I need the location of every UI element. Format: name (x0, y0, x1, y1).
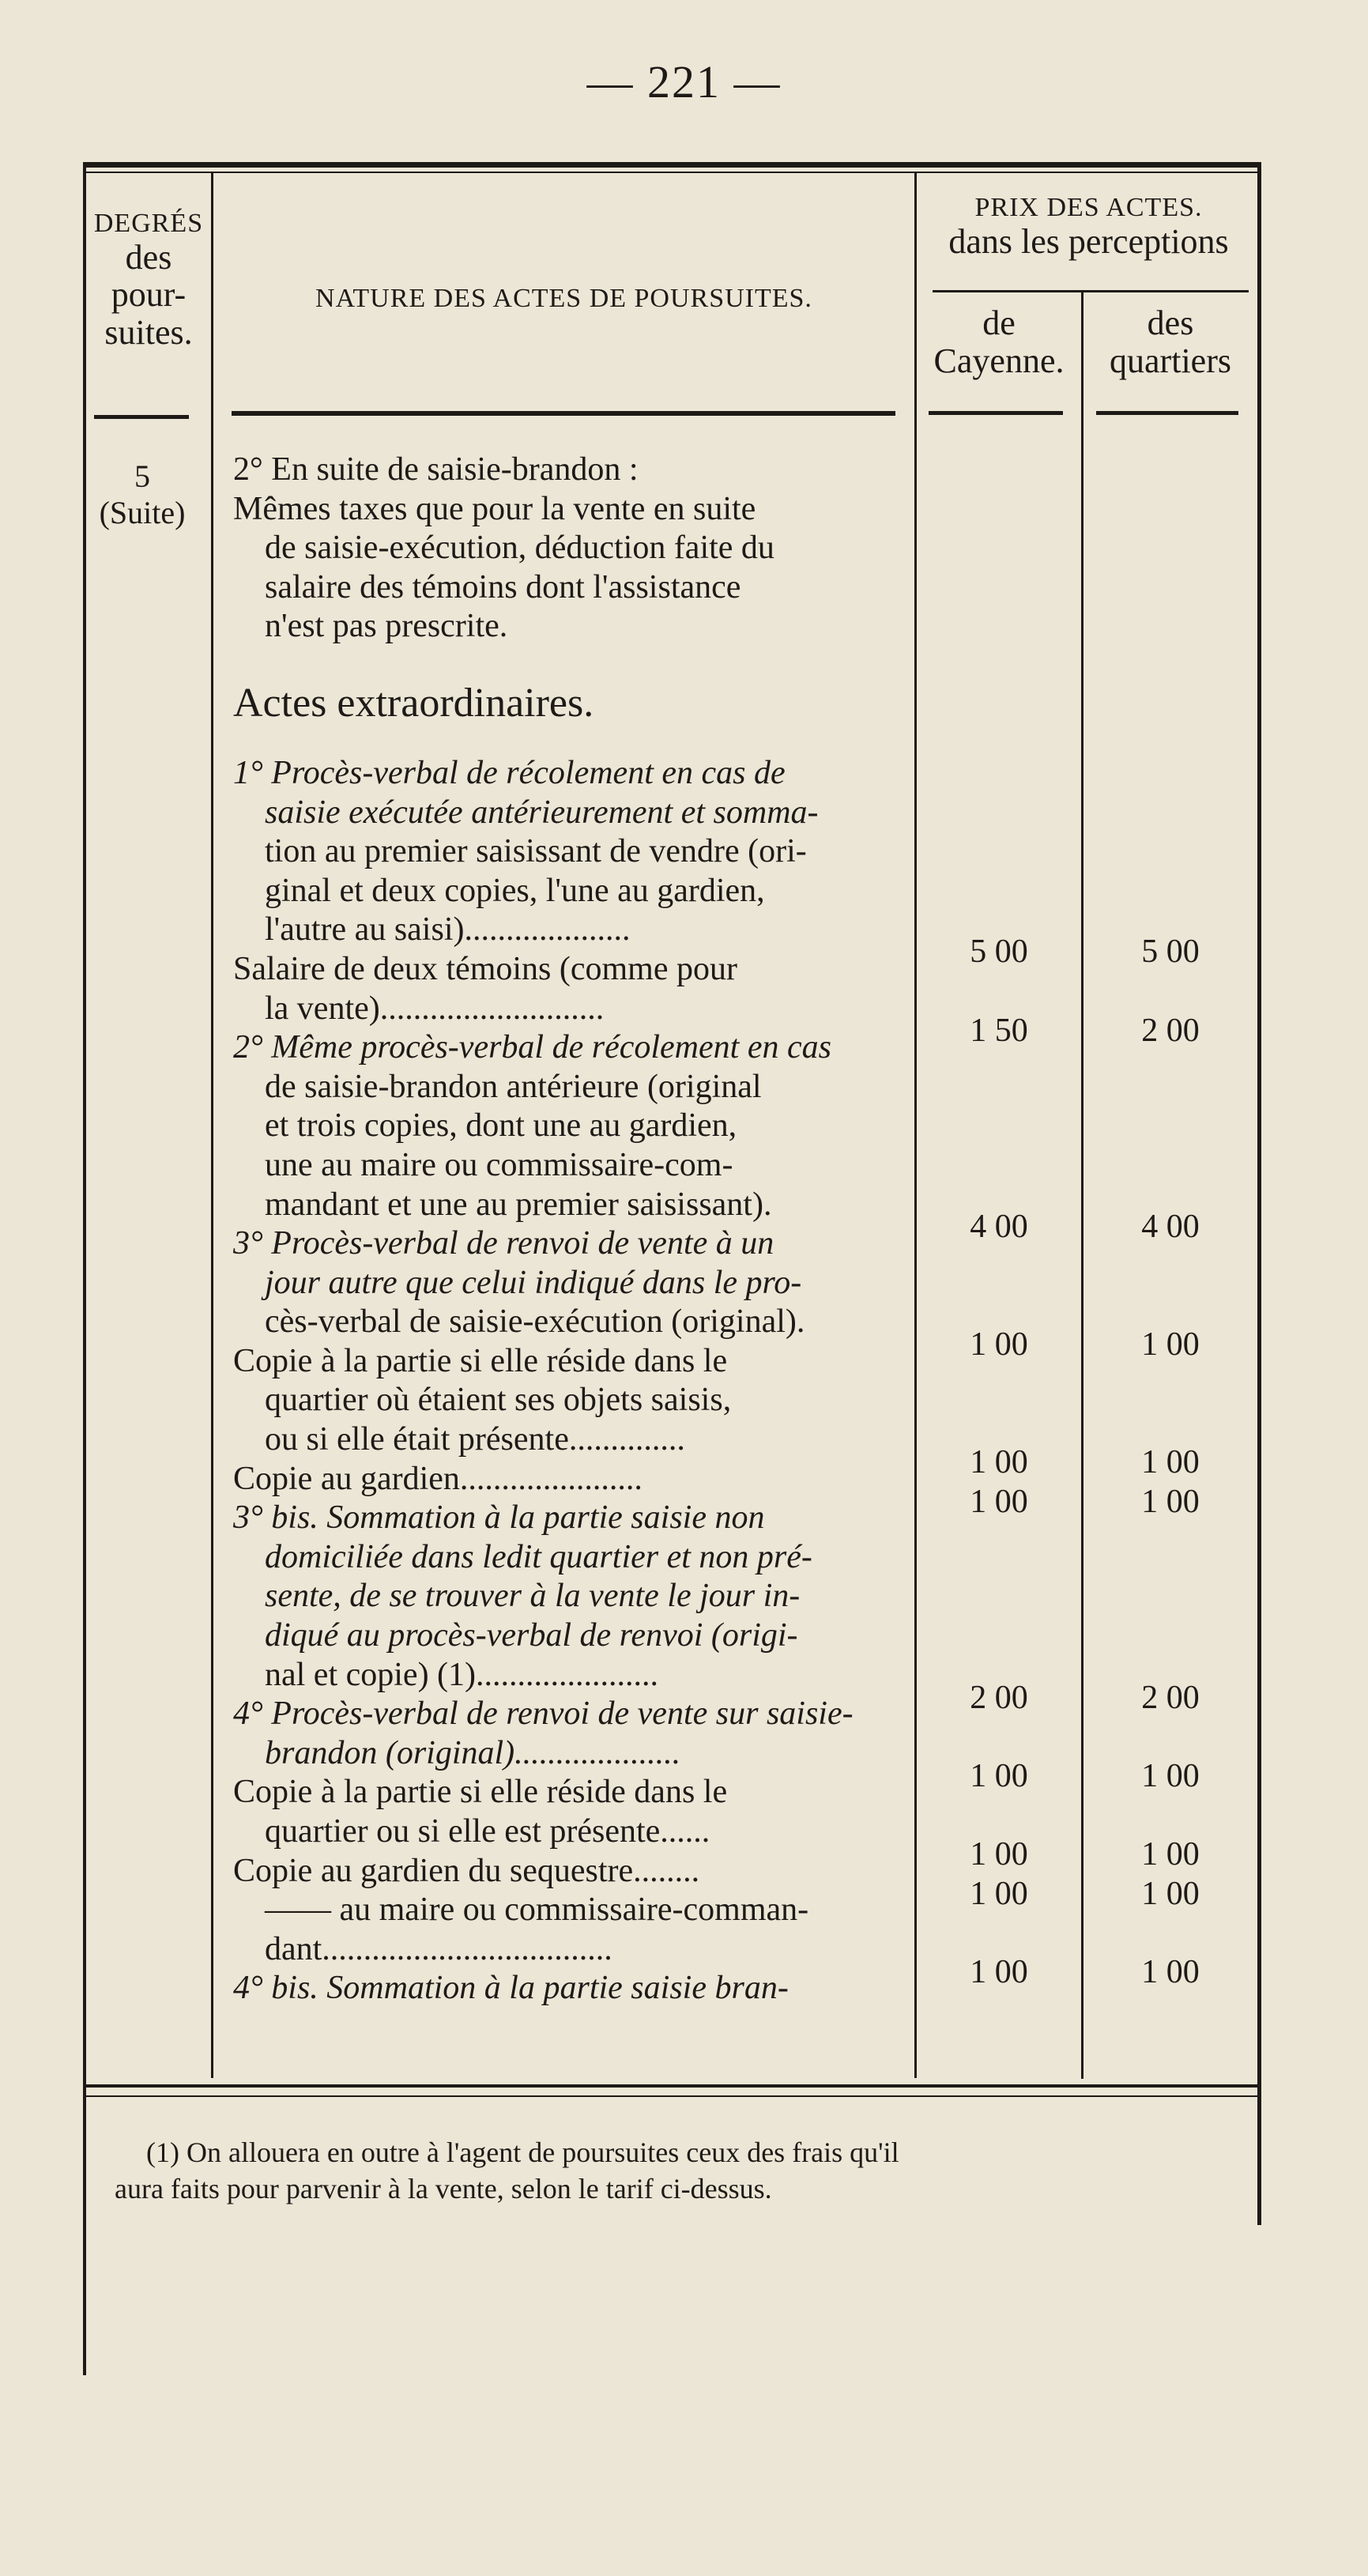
price-quartiers: 1 00 (1141, 1954, 1200, 1990)
footnote-line: aura faits pour parvenir à la vente, selon le tarif ci-dessus. (115, 2173, 772, 2204)
degree-cell (83, 458, 202, 531)
text-line: ginal et deux copies, l'une au gardien, (265, 872, 765, 909)
text-line: 2° Même procès-verbal de récolement en cas (233, 1029, 831, 1066)
header-prix: PRIX DES ACTES. dans les perceptions (948, 193, 1229, 261)
price-quartiers: 1 00 (1141, 1444, 1200, 1480)
section-heading: Actes extraordinaires. (233, 680, 594, 726)
text-line: tion au premier saisissant de vendre (ori- (265, 833, 807, 870)
price-quartiers: 1 00 (1141, 1484, 1200, 1520)
text-line: 3° Procès-verbal de renvoi de vente à un (233, 1225, 774, 1262)
header-nature: NATURE DES ACTES DE POURSUITES. (315, 284, 812, 313)
price-cayenne: 1 00 (970, 1954, 1028, 1990)
price-cayenne: 1 00 (970, 1444, 1028, 1480)
text-line: Copie à la partie si elle réside dans le (233, 1774, 728, 1811)
header-rule-nature (232, 411, 895, 416)
text-line: —— au maire ou commissaire-comman- (265, 1891, 809, 1929)
header-rule-cayenne (929, 411, 1063, 415)
price-quartiers: 1 00 (1141, 1836, 1200, 1873)
footnote (115, 2134, 1268, 2207)
price-quartiers: 2 00 (1141, 1680, 1200, 1716)
price-quartiers: 4 00 (1141, 1209, 1200, 1245)
text-line: la vente)........................... (265, 990, 605, 1027)
table-top-rule (83, 162, 1261, 168)
footnote-rule (86, 2095, 1257, 2097)
price-cayenne: 5 00 (970, 933, 1028, 970)
table-right-border (1257, 162, 1261, 2225)
header-rule-degree (94, 415, 189, 419)
text-line: brandon (original).................... (265, 1734, 681, 1771)
text-line: Copie au gardien...................... (233, 1460, 643, 1497)
text-line: quartier où étaient ses objets saisis, (265, 1382, 732, 1419)
price-cayenne: 1 50 (970, 1013, 1028, 1049)
text-line: 4° Procès-verbal de renvoi de vente sur saisie- (233, 1695, 854, 1733)
text-line: sente, de se trouver à la vente le jour in- (265, 1578, 801, 1615)
text-line: quartier ou si elle est présente...... (265, 1813, 710, 1850)
text-line: domiciliée dans ledit quartier et non pré- (265, 1538, 812, 1575)
price-quartiers: 1 00 (1141, 1876, 1200, 1912)
col-sep-degree (211, 173, 213, 2078)
text-line: de saisie-exécution, déduction faite du (265, 530, 774, 567)
text-line: Salaire de deux témoins (comme pour (233, 950, 737, 987)
footnote-line: (1) On allouera en outre à l'agent de poursuites ceux des frais qu'il (146, 2137, 899, 2168)
price-cayenne: 2 00 (970, 1680, 1028, 1716)
text-line: dant................................... (265, 1930, 612, 1967)
price-cayenne: 1 00 (970, 1326, 1028, 1363)
header-col-cayenne: de Cayenne. (933, 304, 1065, 380)
text-line: de saisie-brandon antérieure (original (265, 1068, 762, 1105)
page-number: — 221 — (586, 56, 782, 107)
price-cayenne: 1 00 (970, 1758, 1028, 1794)
degree-suite: (Suite) (99, 495, 186, 530)
header-degrees: DEGRÉS des pour- suites. (93, 209, 204, 352)
col-sep-prices (1081, 292, 1083, 2079)
text-line: Copie à la partie si elle réside dans le (233, 1342, 728, 1379)
text-line: 3° bis. Sommation à la partie saisie non (233, 1499, 765, 1537)
text-line: jour autre que celui indiqué dans le pro- (265, 1264, 802, 1301)
price-cayenne: 1 00 (970, 1876, 1028, 1912)
text-line: l'autre au saisi).................... (265, 911, 631, 949)
text-line: cès-verbal de saisie-exécution (original). (265, 1303, 805, 1341)
price-quartiers: 5 00 (1141, 933, 1200, 970)
tariff-table (83, 162, 1261, 2454)
text-line: mandant et une au premier saisissant). (265, 1186, 772, 1223)
price-cayenne: 4 00 (970, 1209, 1028, 1245)
text-line: saisie exécutée antérieurement et somma- (265, 794, 819, 831)
text-line: salaire des témoins dont l'assistance (265, 568, 741, 605)
text-line: diqué au procès-verbal de renvoi (origi- (265, 1617, 798, 1654)
table-top-rule-thin (83, 172, 1261, 173)
price-cayenne: 1 00 (970, 1836, 1028, 1873)
header-rule-quartiers (1096, 411, 1238, 415)
text-line: ou si elle était présente.............. (265, 1421, 685, 1458)
nature-column (233, 451, 905, 2008)
text-line: 2° En suite de saisie-brandon : (233, 451, 639, 488)
text-line: 1° Procès-verbal de récolement en cas de (233, 754, 786, 791)
text-line: n'est pas prescrite. (265, 608, 508, 645)
price-cayenne: 1 00 (970, 1484, 1028, 1520)
price-quartiers: 1 00 (1141, 1326, 1200, 1363)
text-line: Mêmes taxes que pour la vente en suite (233, 490, 756, 527)
header-brace (933, 290, 1249, 292)
table-bottom-rule (83, 2084, 1261, 2088)
degree-number: 5 (134, 458, 150, 494)
text-line: Copie au gardien du sequestre........ (233, 1852, 700, 1889)
price-quartiers: 2 00 (1141, 1013, 1200, 1049)
header-col-quartiers: des quartiers (1110, 304, 1231, 380)
text-line: et trois copies, dont une au gardien, (265, 1107, 737, 1145)
text-line: nal et copie) (1)...................... (265, 1656, 659, 1693)
price-quartiers: 1 00 (1141, 1758, 1200, 1794)
text-line: 4° bis. Sommation à la partie saisie bran- (233, 1970, 789, 2007)
text-line: une au maire ou commissaire-com- (265, 1146, 733, 1183)
